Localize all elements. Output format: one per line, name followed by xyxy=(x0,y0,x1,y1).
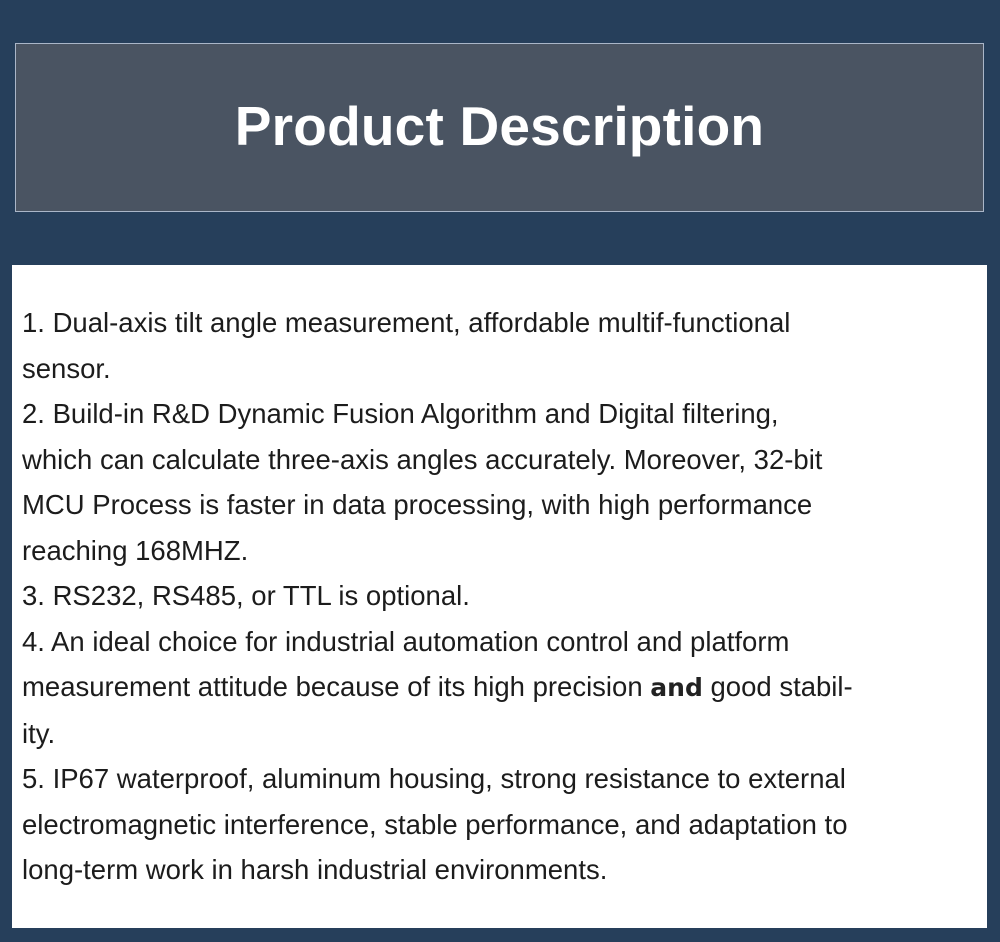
page-title: Product Description xyxy=(234,94,765,157)
description-line: 1. Dual-axis tilt angle measurement, affordable multif-functional xyxy=(22,307,791,338)
description-panel xyxy=(12,265,987,928)
description-line: 2. Build-in R&D Dynamic Fusion Algorithm and Digital filtering, xyxy=(22,398,779,429)
description-line: 3. RS232, RS485, or TTL is optional. xyxy=(22,580,470,611)
description-line: 5. IP67 waterproof, aluminum housing, strong resistance to external xyxy=(22,763,846,794)
header-banner xyxy=(15,43,984,212)
description-line: 4. An ideal choice for industrial automation control and platform xyxy=(22,625,790,657)
description-line: reaching 168MHZ. xyxy=(22,534,249,566)
description-fragment: measurement attitude because of its high precision xyxy=(22,671,651,702)
description-line: MCU Process is faster in data processing, with high performance xyxy=(22,489,813,520)
description-line: ity. xyxy=(22,717,56,749)
description-line: electromagnetic interference, stable performance, and adaptation to xyxy=(22,808,848,840)
description-text xyxy=(22,300,982,893)
description-line: which can calculate three-axis angles accurately. Moreover, 32-bit xyxy=(22,443,823,475)
description-emphasis: and xyxy=(650,673,703,702)
description-line: long-term work in harsh industrial environments. xyxy=(22,854,608,885)
description-fragment: good stabil- xyxy=(702,671,853,702)
description-line xyxy=(22,664,982,711)
description-line: sensor. xyxy=(22,352,111,384)
